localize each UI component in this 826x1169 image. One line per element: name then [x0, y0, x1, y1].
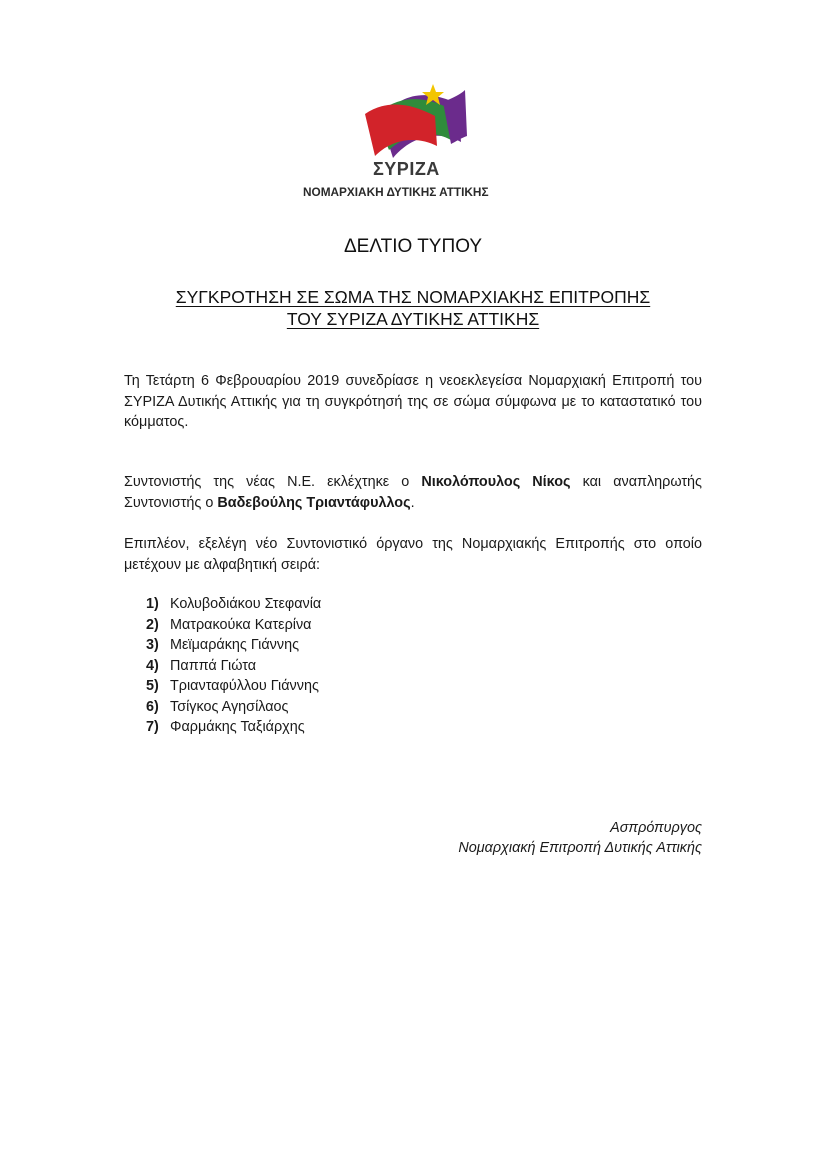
- list-number: 2): [146, 616, 159, 633]
- list-item: [146, 656, 546, 677]
- member-list: [146, 594, 546, 738]
- member-name: Κολυβοδιάκου Στεφανία: [170, 596, 322, 612]
- party-name: ΣΥΡΙΖΑ: [373, 159, 440, 179]
- list-number: 3): [146, 637, 159, 653]
- paragraph-meeting: Τη Τετάρτη 6 Φεβρουαρίου 2019 συνεδρίασε η νεοεκλεγείσα Νομαρχιακή Επιτροπή του ΣΥΡΙΖΑ Δυτικής Αττικής για τη συγκρότησή της σε σώμα σύμφωνα με το καταστατικό του κόμματος.: [124, 373, 702, 430]
- title-line-2: ΤΟΥ ΣΥΡΙΖΑ ΔΥΤΙΚΗΣ ΑΤΤΙΚΗΣ: [286, 309, 540, 329]
- party-logo: [293, 80, 535, 202]
- paragraph-text: Συντονιστής της νέας Ν.Ε. εκλέχτηκε ο: [124, 474, 422, 490]
- list-item: [146, 676, 546, 697]
- member-name: Τριανταφύλλου Γιάννης: [170, 678, 319, 694]
- list-item: [146, 615, 546, 636]
- paragraph-text: .: [410, 494, 415, 511]
- paragraph-committee: Επιπλέον, εξελέγη νέο Συντονιστικό όργανο της Νομαρχιακής Επιτροπής στο οποίο μετέχουν με αλφαβητική σειρά:: [124, 536, 702, 573]
- member-name: Μεϊμαράκης Γιάννης: [170, 637, 300, 653]
- document-title: [100, 286, 726, 330]
- list-item: [146, 697, 546, 718]
- list-item: [146, 635, 546, 656]
- member-name: Παππά Γιώτα: [170, 657, 257, 674]
- list-number: 4): [146, 657, 159, 674]
- paragraph-text: και αναπληρωτής Συντονιστής ο: [124, 474, 702, 511]
- signature-place: Ασπρόπυργος: [610, 820, 702, 836]
- coordinator-name: Νικολόπουλος Νίκος: [421, 474, 571, 490]
- list-number: 6): [146, 698, 159, 715]
- document-type: ΔΕΛΤΙΟ ΤΥΠΟΥ: [343, 236, 483, 257]
- party-unit: ΝΟΜΑΡΧΙΑΚΗ ΔΥΤΙΚΗΣ ΑΤΤΙΚΗΣ: [303, 185, 489, 199]
- list-number: 5): [146, 678, 159, 694]
- deputy-coordinator-name: Βαδεβούλης Τριαντάφυλλος: [217, 494, 411, 511]
- member-name: Ματρακούκα Κατερίνα: [170, 616, 312, 633]
- paragraph-coordinator: [124, 472, 702, 513]
- member-name: Τσίγκος Αγησίλαος: [170, 698, 289, 715]
- signature-body: Νομαρχιακή Επιτροπή Δυτικής Αττικής: [458, 840, 702, 856]
- list-item: [146, 717, 546, 738]
- list-item: [146, 594, 546, 615]
- member-name: Φαρμάκης Ταξιάρχης: [170, 719, 305, 735]
- title-line-1: ΣΥΓΚΡΟΤΗΣΗ ΣΕ ΣΩΜΑ ΤΗΣ ΝΟΜΑΡΧΙΑΚΗΣ ΕΠΙΤΡΟΠΗΣ: [175, 287, 651, 307]
- list-number: 7): [146, 719, 159, 735]
- list-number: 1): [146, 596, 159, 612]
